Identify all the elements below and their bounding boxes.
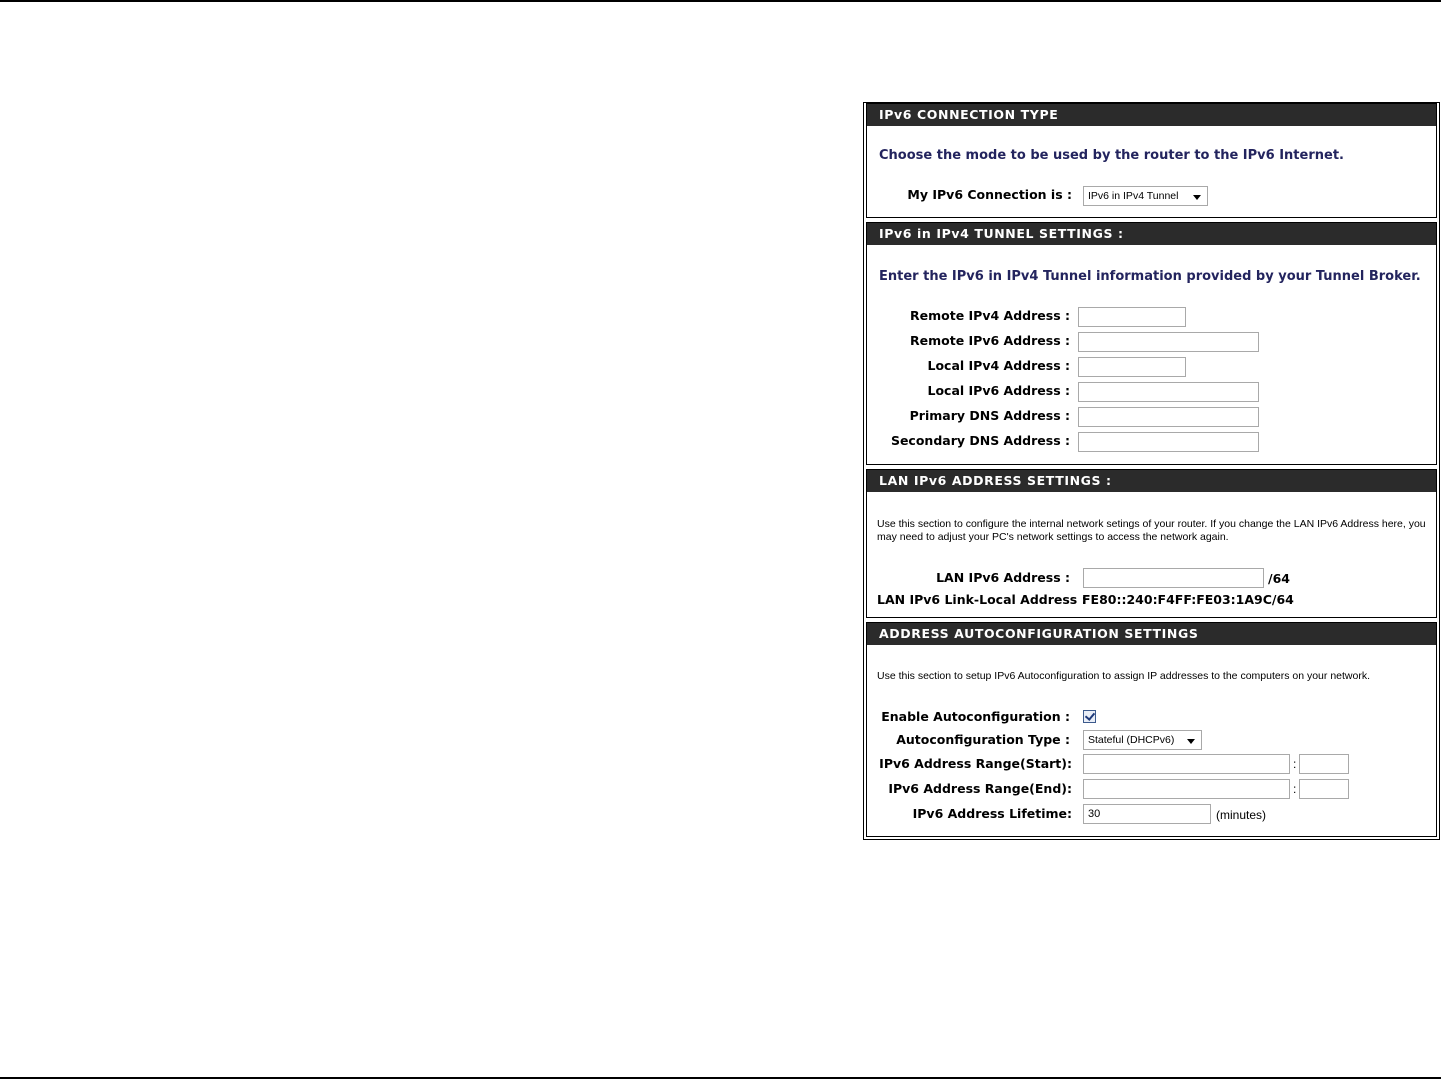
lifetime-label: IPv6 Address Lifetime:	[912, 806, 1072, 821]
range-start-suffix-input[interactable]	[1299, 754, 1349, 774]
connection-mode-value: IPv6 in IPv4 Tunnel	[1088, 190, 1179, 202]
lan-address-label: LAN IPv6 Address :	[936, 570, 1070, 585]
section-description: Use this section to setup IPv6 Autoconfiguration to assign IP addresses to the computers on your network.	[877, 670, 1370, 682]
section-header: LAN IPv6 ADDRESS SETTINGS :	[867, 470, 1436, 492]
chevron-down-icon	[1187, 739, 1195, 744]
lan-settings-section	[866, 469, 1437, 618]
remote-ipv4-input[interactable]	[1078, 307, 1186, 327]
secondary-dns-label: Secondary DNS Address :	[890, 433, 1070, 448]
chevron-down-icon	[1193, 195, 1201, 200]
link-local-label: LAN IPv6 Link-Local Address :	[877, 592, 1087, 607]
range-start-label: IPv6 Address Range(Start):	[879, 756, 1072, 771]
range-end-suffix-input[interactable]	[1299, 779, 1349, 799]
section-header: IPv6 in IPv4 TUNNEL SETTINGS :	[867, 223, 1436, 245]
lan-address-input[interactable]	[1083, 568, 1264, 588]
tunnel-settings-section	[866, 222, 1437, 465]
section-intro: Enter the IPv6 in IPv4 Tunnel information provided by your Tunnel Broker.	[879, 269, 1421, 284]
secondary-dns-input[interactable]	[1078, 432, 1259, 452]
link-local-value: FE80::240:F4FF:FE03:1A9C/64	[1082, 592, 1294, 607]
local-ipv4-input[interactable]	[1078, 357, 1186, 377]
remote-ipv6-input[interactable]	[1078, 332, 1259, 352]
connection-mode-select[interactable]	[1083, 186, 1208, 206]
range-start-separator: :	[1293, 757, 1297, 771]
lifetime-unit: (minutes)	[1216, 808, 1267, 822]
primary-dns-input[interactable]	[1078, 407, 1259, 427]
enable-autoconfig-label: Enable Autoconfiguration :	[881, 709, 1070, 724]
connection-type-section	[866, 103, 1437, 218]
local-ipv6-label: Local IPv6 Address :	[927, 383, 1070, 398]
section-header: IPv6 CONNECTION TYPE	[867, 104, 1436, 126]
remote-ipv4-label: Remote IPv4 Address :	[910, 308, 1070, 323]
local-ipv6-input[interactable]	[1078, 382, 1259, 402]
autoconfig-type-value: Stateful (DHCPv6)	[1088, 734, 1175, 746]
autoconfig-type-select[interactable]	[1083, 730, 1202, 750]
section-header: ADDRESS AUTOCONFIGURATION SETTINGS	[867, 623, 1436, 645]
enable-autoconfig-checkbox[interactable]	[1083, 710, 1096, 723]
section-intro: Choose the mode to be used by the router to the IPv6 Internet.	[879, 148, 1344, 163]
range-end-label: IPv6 Address Range(End):	[888, 781, 1072, 796]
remote-ipv6-label: Remote IPv6 Address :	[910, 333, 1070, 348]
primary-dns-label: Primary DNS Address :	[909, 408, 1070, 423]
ipv6-settings-panel	[863, 102, 1440, 840]
local-ipv4-label: Local IPv4 Address :	[927, 358, 1070, 373]
autoconfig-type-label: Autoconfiguration Type :	[896, 732, 1070, 747]
section-description: Use this section to configure the internal network setings of your router. If you change the LAN IPv6 Address here, you may need to adjust your PC's network settings to access the network again.	[877, 518, 1426, 543]
lan-prefix-suffix: /64	[1268, 571, 1290, 586]
lifetime-input[interactable]: 30	[1083, 804, 1211, 824]
checkmark-icon	[1085, 710, 1095, 721]
range-end-separator: :	[1293, 782, 1297, 796]
range-start-input[interactable]	[1083, 754, 1290, 774]
autoconfig-section	[866, 622, 1437, 837]
range-end-input[interactable]	[1083, 779, 1290, 799]
top-rule	[0, 0, 1441, 2]
bottom-rule	[0, 1077, 1441, 1079]
connection-mode-label: My IPv6 Connection is :	[907, 187, 1072, 202]
